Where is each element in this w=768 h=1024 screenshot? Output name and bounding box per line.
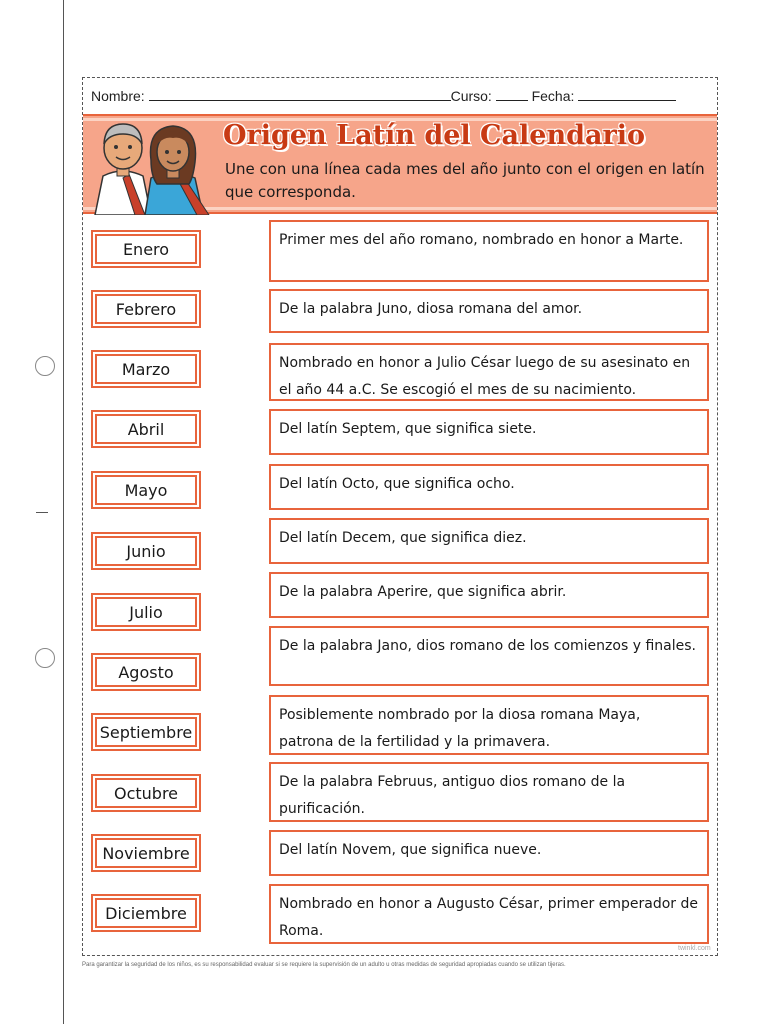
month-label: Octubre — [95, 778, 197, 808]
origin-description-box[interactable]: Del latín Novem, que significa nueve. — [269, 830, 709, 876]
origin-description-box[interactable]: Del latín Octo, que significa ocho. — [269, 464, 709, 510]
origin-description-box[interactable]: Del latín Decem, que significa diez. — [269, 518, 709, 564]
nombre-field[interactable] — [149, 88, 451, 101]
month-box[interactable] — [91, 713, 201, 751]
month-box[interactable] — [91, 774, 201, 812]
watermark: twinkl.com — [678, 945, 711, 952]
fecha-field[interactable] — [578, 88, 676, 101]
month-label: Enero — [95, 234, 197, 264]
month-label: Junio — [95, 536, 197, 566]
origin-description-box[interactable]: Nombrado en honor a Augusto César, primer emperador de Roma. — [269, 884, 709, 944]
margin-tick — [36, 512, 48, 513]
origin-description-box[interactable]: De la palabra Juno, diosa romana del amor. — [269, 289, 709, 333]
origin-description-box[interactable]: De la palabra Februus, antiguo dios romano de la purificación. — [269, 762, 709, 822]
origin-description-box[interactable]: Del latín Septem, que significa siete. — [269, 409, 709, 455]
month-label: Diciembre — [95, 898, 197, 928]
month-label: Noviembre — [95, 838, 197, 868]
student-info-row — [91, 88, 711, 104]
origin-description-box[interactable]: Primer mes del año romano, nombrado en honor a Marte. — [269, 220, 709, 282]
worksheet — [82, 77, 718, 956]
month-label: Agosto — [95, 657, 197, 687]
page-title: Origen Latín del Calendario — [223, 120, 645, 151]
title-banner — [83, 114, 717, 214]
romans-illustration-icon — [85, 114, 220, 215]
fecha-label: Fecha: — [531, 88, 575, 104]
safety-footnote: Para garantizar la seguridad de los niños, es su responsabilidad evaluar si se requiere la supervisión de un adulto u otras medidas de seguridad apropiadas cuando se utilizan tijeras. — [82, 962, 566, 968]
month-label: Abril — [95, 414, 197, 444]
month-label: Julio — [95, 597, 197, 627]
origin-description-box[interactable]: De la palabra Jano, dios romano de los comienzos y finales. — [269, 626, 709, 686]
origin-description-box[interactable]: De la palabra Aperire, que significa abrir. — [269, 572, 709, 618]
month-box[interactable] — [91, 350, 201, 388]
curso-field[interactable] — [496, 88, 528, 101]
origin-description-box[interactable]: Posiblemente nombrado por la diosa romana Maya, patrona de la fertilidad y la primavera. — [269, 695, 709, 755]
month-box[interactable] — [91, 290, 201, 328]
month-label: Mayo — [95, 475, 197, 505]
month-box[interactable] — [91, 230, 201, 268]
month-box[interactable] — [91, 653, 201, 691]
curso-label: Curso: — [450, 88, 492, 104]
month-box[interactable] — [91, 410, 201, 448]
month-box[interactable] — [91, 834, 201, 872]
month-label: Febrero — [95, 294, 197, 324]
month-box[interactable] — [91, 532, 201, 570]
instructions: Une con una línea cada mes del año junto con el origen en latín que corresponda. — [225, 160, 705, 201]
month-label: Marzo — [95, 354, 197, 384]
binder-hole-icon — [35, 648, 55, 668]
month-box[interactable] — [91, 894, 201, 932]
nombre-label: Nombre: — [91, 88, 145, 104]
month-box[interactable] — [91, 593, 201, 631]
month-box[interactable] — [91, 471, 201, 509]
origin-description-box[interactable]: Nombrado en honor a Julio César luego de su asesinato en el año 44 a.C. Se escogió el mes de su nacimiento. — [269, 343, 709, 401]
month-label: Septiembre — [95, 717, 197, 747]
binder-hole-icon — [35, 356, 55, 376]
binder-margin-line — [63, 0, 64, 1024]
